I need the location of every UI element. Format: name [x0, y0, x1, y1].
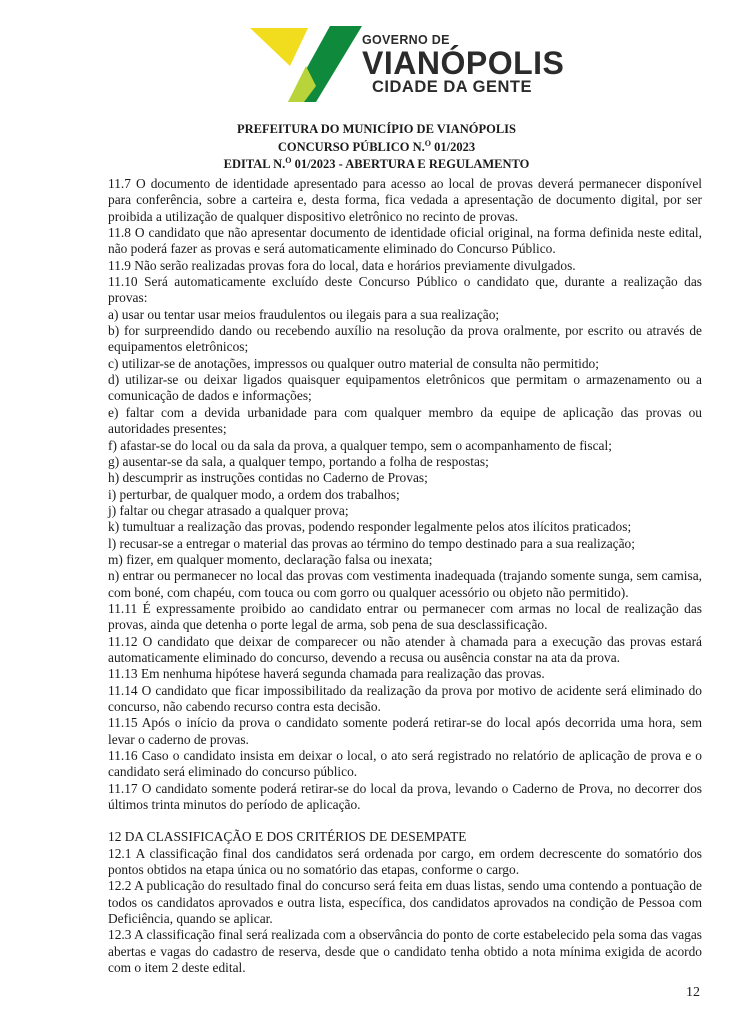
header-line-3-number: 01/2023 - ABERTURA E REGULAMENTO: [291, 157, 530, 171]
list-item-a: a) usar ou tentar usar meios fraudulentos ou ilegais para a sua realização;: [108, 306, 500, 322]
paragraph-11-9: 11.9 Não serão realizadas provas fora do local, data e horários previamente divulgados.: [108, 257, 576, 273]
paragraph-12-1: 12.1 A classificação final dos candidatos será ordenada por cargo, em ordem decrescente do somatório dos pontos obtidos na etapa única ou no somatório das etapas, conforme o cargo.: [108, 845, 702, 878]
list-item-e: e) faltar com a devida urbanidade para com qualquer membro da equipe de aplicação das provas ou autoridades presentes;: [108, 404, 702, 437]
header-line-1: PREFEITURA DO MUNICÍPIO DE VIANÓPOLIS: [237, 122, 516, 136]
header-line-2-sup: O: [424, 138, 431, 148]
header-line-3-text: EDITAL N.: [223, 157, 286, 171]
list-item-c: c) utilizar-se de anotações, impressos ou qualquer outro material de consulta não permitido;: [108, 355, 599, 371]
paragraph-12-2: 12.2 A publicação do resultado final do concurso será feita em duas listas, sendo uma contendo a pontuação de todos os candidatos aprovados e outra lista, específica, dos candidatos aprovados na condição de Pessoa com Deficiência, quando se aplicar.: [108, 878, 702, 927]
paragraph-11-12: 11.12 O candidato que deixar de comparecer ou não atender à chamada para a execução das provas estará automaticamente eliminado do concurso, devendo a recusa ou ausência constar na ata da prova.: [108, 633, 702, 665]
header-line-3-sup: O: [285, 156, 292, 165]
paragraph-11-15: 11.15 Após o início da prova o candidato somente poderá retirar-se do local após decorrida uma hora, sem levar o caderno de provas.: [108, 715, 702, 747]
list-item-h: h) descumprir as instruções contidas no Caderno de Provas;: [108, 470, 428, 486]
list-item-m: m) fizer, em qualquer momento, declaração falsa ou inexata;: [108, 551, 433, 567]
list-item-d: d) utilizar-se ou deixar ligados quaisquer equipamentos eletrônicos que permitam o armazenamento ou a comunicação de dados e informações;: [108, 372, 702, 404]
logo-emblem: [250, 22, 362, 104]
logo-line-1: GOVERNO DE: [362, 33, 450, 47]
paragraph-11-11: 11.11 É expressamente proibido ao candidato entrar ou permanecer com armas no local de realização das provas, ainda que detenha o porte legal de arma, sob pena de sua desclassificação.: [108, 600, 702, 633]
list-item-k: k) tumultuar a realização das provas, podendo responder legalmente pelos atos ilícitos praticados;: [108, 519, 632, 535]
paragraph-11-17: 11.17 O candidato somente poderá retirar-se do local da prova, levando o Caderno de Prova, no decorrer dos últimos trinta minutos do período de aplicação.: [108, 780, 702, 813]
paragraph-12-3: 12.3 A classificação final será realizada com a observância do ponto de corte estabelecido pela soma das vagas abertas e vagas do cadastro de reserva, desde que o candidato tenha obtido a nota mínima exigida de acordo com o item 2 deste edital.: [108, 927, 702, 976]
list-item-g: g) ausentar-se da sala, a qualquer tempo, portando a folha de respostas;: [108, 453, 489, 469]
logo-line-2: VIANÓPOLIS: [362, 45, 565, 81]
list-item-n: n) entrar ou permanecer no local das provas com vestimenta inadequada (trajando somente sunga, sem camisa, com boné, com chapéu, com touca ou com gorro ou qualquer acessório ou objeto não permitido).: [108, 568, 702, 600]
list-item-f: f) afastar-se do local ou da sala da prova, a qualquer tempo, sem o acompanhamento de fiscal;: [108, 437, 612, 453]
page-number: 12: [686, 985, 700, 1000]
paragraph-11-13: 11.13 Em nenhuma hipótese haverá segunda chamada para realização das provas.: [108, 666, 545, 682]
list-item-i: i) perturbar, de qualquer modo, a ordem dos trabalhos;: [108, 486, 400, 502]
paragraph-11-10: 11.10 Será automaticamente excluído deste Concurso Público o candidato que, durante a realização das provas:: [108, 274, 702, 306]
logo-line-3: CIDADE DA GENTE: [372, 78, 532, 96]
document-body: [108, 176, 702, 977]
paragraph-11-16: 11.16 Caso o candidato insista em deixar o local, o ato será registrado no relatório de aplicação de prova e o candidato será eliminado do concurso público.: [108, 748, 702, 780]
header-line-2-number: 01/2023: [431, 139, 476, 154]
list-item-j: j) faltar ou chegar atrasado a qualquer prova;: [108, 502, 349, 518]
header-line-2: [0, 137, 753, 155]
header-line-2-text: CONCURSO PÚBLICO N.: [277, 139, 425, 154]
list-item-l: l) recusar-se a entregar o material das provas ao término do tempo destinado para a sua realização;: [108, 535, 635, 551]
paragraph-11-14: 11.14 O candidato que ficar impossibilitado da realização da prova por motivo de acidente será eliminado do concurso, não cabendo recurso contra esta decisão.: [108, 682, 702, 714]
document-header: [0, 122, 753, 172]
logo-text: [362, 34, 564, 96]
vianopolis-logo: [250, 22, 580, 104]
paragraph-11-7: 11.7 O documento de identidade apresentado para acesso ao local de provas deverá permanecer disponível para conferência, sobre a carteira e, desta forma, fica vedada a apresentação de documento digital, por ser proibida a utilização de qualquer dispositivo eletrônico no recinto de provas.: [108, 176, 702, 224]
paragraph-11-8: 11.8 O candidato que não apresentar documento de identidade oficial original, na forma definida neste edital, não poderá fazer as provas e será automaticamente eliminado do Concurso Público.: [108, 225, 702, 257]
list-item-b: b) for surpreendido dando ou recebendo auxílio na resolução da prova oralmente, por escrito ou através de equipamentos eletrônicos;: [108, 323, 702, 355]
section-12-title: 12 DA CLASSIFICAÇÃO E DOS CRITÉRIOS DE DESEMPATE: [108, 829, 467, 845]
header-line-3: [0, 154, 753, 172]
